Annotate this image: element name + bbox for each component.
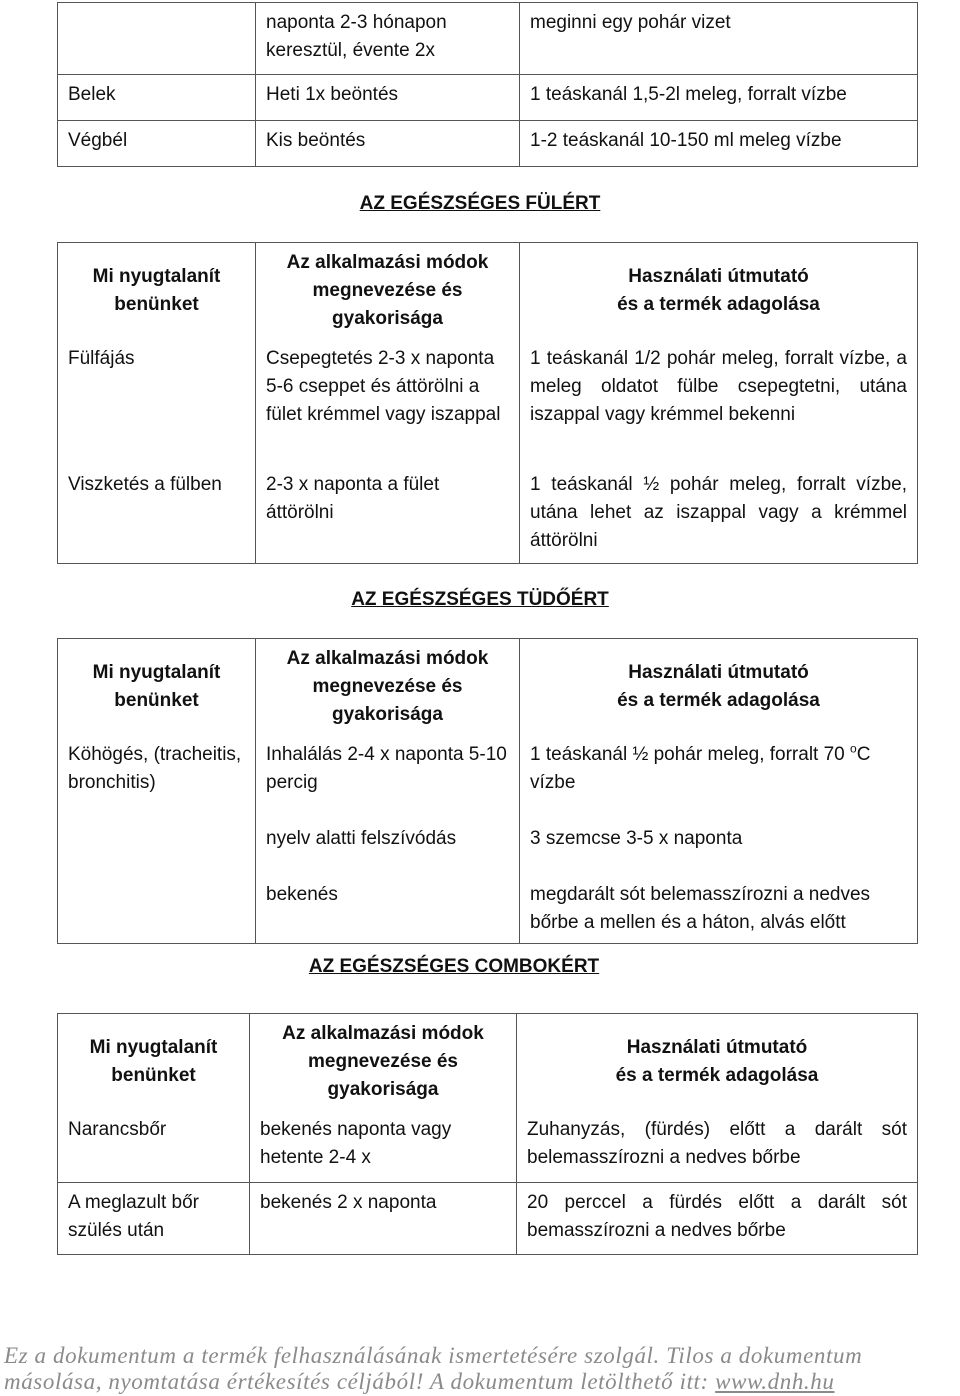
cell-complaint: Narancsbőr	[58, 1110, 250, 1182]
cell-usage: 1 teáskanál 1/2 pohár meleg, forralt vízbe, a meleg oldatot fülbe csepegtetni, utána iszappal vagy krémmel bekenni	[520, 339, 918, 465]
section-title-lung-text: AZ EGÉSZSÉGES TÜDŐÉRT	[351, 589, 609, 610]
table-header-row	[58, 1014, 918, 1111]
header-usage	[520, 243, 918, 340]
method-line: Inhalálás 2-4 x naponta 5-10 percig	[266, 744, 507, 793]
usage-line-unit: C vízbe	[530, 744, 871, 793]
cell-complaint: Köhögés, (tracheitis, bronchitis)	[58, 735, 256, 944]
table-ear	[57, 242, 918, 564]
table-continued	[57, 2, 918, 167]
cell-usage: 1 teáskanál ½ pohár meleg, forralt vízbe, utána lehet az iszappal vagy a krémmel áttörölni	[520, 465, 918, 563]
cell-method	[256, 735, 520, 944]
table-row	[58, 3, 918, 75]
table-thigh	[57, 1013, 918, 1255]
section-title-ear-text: AZ EGÉSZSÉGES FÜLÉRT	[359, 193, 601, 214]
footer-link[interactable]: www.dnh.hu	[715, 1369, 835, 1394]
header-complaint: Mi nyugtalanít benünket	[58, 1014, 250, 1111]
method-line: bekenés	[266, 884, 338, 905]
cell-method: bekenés 2 x naponta	[250, 1182, 517, 1254]
table-row	[58, 465, 918, 563]
cell-method: Csepegtetés 2-3 x naponta 5-6 cseppet és áttörölni a fület krémmel vagy iszappal	[256, 339, 520, 465]
header-usage-line1: Használati útmutató	[626, 1037, 808, 1058]
cell-usage: 20 perccel a fürdés előtt a darált sót bemasszírozni a nedves bőrbe	[517, 1182, 918, 1254]
cell-usage: 1 teáskanál 1,5-2l meleg, forralt vízbe	[520, 75, 918, 121]
header-usage-line2: és a termék adagolása	[615, 1065, 819, 1086]
table-row	[58, 1182, 918, 1254]
table-row	[58, 339, 918, 465]
cell-complaint: Belek	[58, 75, 256, 121]
usage-line: 3 szemcse 3-5 x naponta	[530, 828, 743, 849]
table-row	[58, 1110, 918, 1182]
header-method: Az alkalmazási módok megnevezése és gyakorisága	[256, 243, 520, 340]
cell-method: Heti 1x beöntés	[256, 75, 520, 121]
cell-method: naponta 2-3 hónapon keresztül, évente 2x	[256, 3, 520, 75]
usage-line-text: 1 teáskanál ½ pohár meleg, forralt 70	[530, 744, 851, 765]
cell-usage: meginni egy pohár vizet	[520, 3, 918, 75]
footer-notice-line2	[4, 1368, 960, 1396]
header-usage-line1: Használati útmutató	[628, 266, 809, 287]
cell-complaint: Végbél	[58, 121, 256, 167]
header-method: Az alkalmazási módok megnevezése és gyakorisága	[250, 1014, 517, 1111]
table-row	[58, 735, 918, 944]
cell-method: 2-3 x naponta a fület áttörölni	[256, 465, 520, 563]
header-usage	[517, 1014, 918, 1111]
header-usage	[520, 639, 918, 736]
section-title-thigh-text: AZ EGÉSZSÉGES COMBOKÉRT	[308, 956, 600, 977]
header-usage-line2: és a termék adagolása	[617, 690, 820, 711]
table-lung	[57, 638, 918, 944]
cell-method: Kis beöntés	[256, 121, 520, 167]
footer-notice-line1: Ez a dokumentum a termék felhasználásának ismertetésére szolgál. Tilos a dokumentum	[4, 1343, 863, 1368]
usage-line: megdarált sót belemasszírozni a nedves bőrbe a mellen és a háton, alvás előtt	[530, 884, 871, 933]
cell-complaint: Viszketés a fülben	[58, 465, 256, 563]
cell-complaint: A meglazult bőr szülés után	[58, 1182, 250, 1254]
header-method: Az alkalmazási módok megnevezése és gyakorisága	[256, 639, 520, 736]
header-usage-line2: és a termék adagolása	[617, 294, 820, 315]
footer-notice-text: másolása, nyomtatása értékesítés céljából! A dokumentum letölthető itt:	[4, 1369, 716, 1394]
cell-usage	[520, 735, 918, 944]
header-complaint: Mi nyugtalanít benünket	[58, 639, 256, 736]
degree-symbol: o	[850, 741, 857, 756]
section-title-thigh	[0, 953, 934, 981]
table-header-row	[58, 243, 918, 340]
table-row	[58, 121, 918, 167]
usage-line	[530, 741, 907, 797]
header-usage-line1: Használati útmutató	[628, 662, 809, 683]
cell-usage: Zuhanyzás, (fürdés) előtt a darált sót belemasszírozni a nedves bőrbe	[517, 1110, 918, 1182]
method-line: nyelv alatti felszívódás	[266, 828, 457, 849]
section-title-lung	[0, 586, 960, 614]
header-complaint: Mi nyugtalanít benünket	[58, 243, 256, 340]
cell-complaint: Fülfájás	[58, 339, 256, 465]
cell-usage: 1-2 teáskanál 10-150 ml meleg vízbe	[520, 121, 918, 167]
table-header-row	[58, 639, 918, 736]
cell-complaint	[58, 3, 256, 75]
table-row	[58, 75, 918, 121]
section-title-ear	[0, 190, 960, 218]
cell-method: bekenés naponta vagy hetente 2-4 x	[250, 1110, 517, 1182]
